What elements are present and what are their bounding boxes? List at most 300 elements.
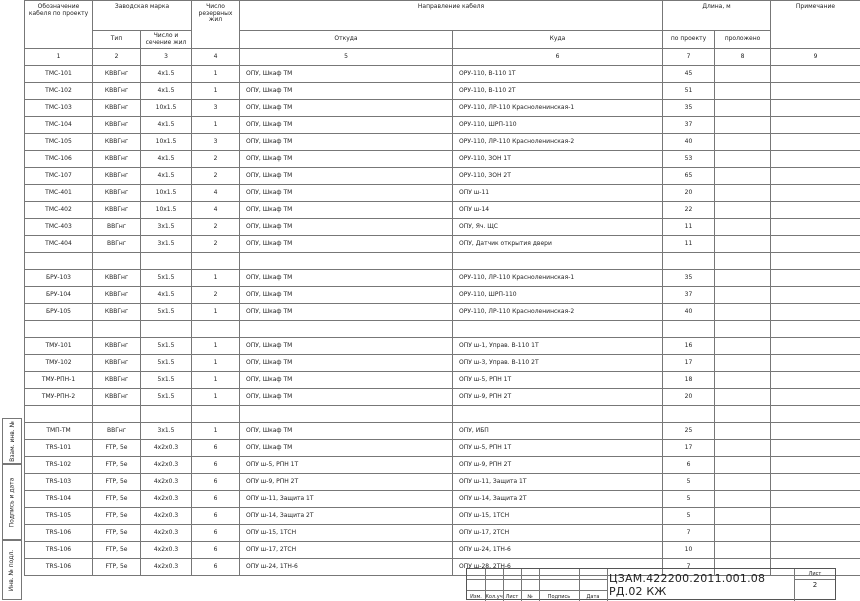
cable-type: FTP, 5e [93, 508, 141, 525]
route-from: ОПУ, Шкаф ТМ [240, 100, 453, 117]
cable-designation: TRS-105 [25, 508, 93, 525]
route-from: ОПУ ш-9, РПН 2Т [240, 474, 453, 491]
length-project: 17 [663, 440, 715, 457]
reserve-cores: 6 [192, 440, 240, 457]
length-laid [715, 406, 771, 423]
cable-type: FTP, 5e [93, 474, 141, 491]
sheet-box [794, 569, 835, 601]
route-to: ОРУ-110, ЗОН 2Т [453, 168, 663, 185]
table-row [25, 525, 860, 542]
cable-designation: ТМС-104 [25, 117, 93, 134]
table-row [25, 168, 860, 185]
length-project: 35 [663, 100, 715, 117]
cable-section: 5х1.5 [141, 355, 192, 372]
length-laid [715, 389, 771, 406]
length-project: 7 [663, 559, 715, 576]
route-to: ОПУ ш-9, РПН 2Т [453, 457, 663, 474]
route-from: ОПУ, Шкаф ТМ [240, 287, 453, 304]
cable-type: КВВГнг [93, 389, 141, 406]
length-laid [715, 202, 771, 219]
route-to: ОПУ ш-28, 2ТН-6 [453, 559, 663, 576]
cable-type: КВВГнг [93, 134, 141, 151]
rev-col [539, 569, 580, 601]
route-to: ОРУ-110, ШРП-110 [453, 287, 663, 304]
cable-type [93, 321, 141, 338]
reserve-cores: 1 [192, 355, 240, 372]
length-project [663, 406, 715, 423]
route-to: ОПУ ш-5, РПН 1Т [453, 372, 663, 389]
cable-designation [25, 406, 93, 423]
length-project [663, 321, 715, 338]
length-project: 20 [663, 185, 715, 202]
cable-designation: ТМС-102 [25, 83, 93, 100]
table-row [25, 321, 860, 338]
strip-cell-signature-date [2, 464, 22, 540]
table-row [25, 474, 860, 491]
length-project: 51 [663, 83, 715, 100]
length-laid [715, 151, 771, 168]
route-from: ОПУ ш-14, Защита 2Т [240, 508, 453, 525]
route-from: ОПУ, Шкаф ТМ [240, 168, 453, 185]
cable-section: 5х1.5 [141, 304, 192, 321]
cable-type: ВВГнг [93, 236, 141, 253]
length-project: 7 [663, 525, 715, 542]
route-to: ОПУ ш-24, 1ТН-6 [453, 542, 663, 559]
reserve-cores: 6 [192, 474, 240, 491]
reserve-cores: 2 [192, 219, 240, 236]
length-laid [715, 287, 771, 304]
note-cell [771, 440, 860, 457]
length-laid [715, 457, 771, 474]
length-laid [715, 440, 771, 457]
length-laid [715, 270, 771, 287]
route-from: ОПУ ш-5, РПН 1Т [240, 457, 453, 474]
note-cell [771, 389, 860, 406]
note-cell [771, 66, 860, 83]
length-project [663, 253, 715, 270]
cable-section [141, 253, 192, 270]
length-project: 40 [663, 304, 715, 321]
cable-type: КВВГнг [93, 372, 141, 389]
cable-designation: БРУ-105 [25, 304, 93, 321]
route-from: ОПУ, Шкаф ТМ [240, 219, 453, 236]
cable-designation: TRS-104 [25, 491, 93, 508]
header-type: Тип [93, 31, 141, 49]
length-project: 5 [663, 474, 715, 491]
table-row [25, 100, 860, 117]
cable-designation: ТМС-107 [25, 168, 93, 185]
note-cell [771, 338, 860, 355]
strip-label: Подпись и дата [9, 477, 16, 527]
left-binding-strip [0, 418, 24, 600]
cable-section: 5х1.5 [141, 270, 192, 287]
col-number: 7 [663, 49, 715, 66]
rev-col [467, 569, 486, 601]
note-cell [771, 270, 860, 287]
cable-section: 10х1.5 [141, 185, 192, 202]
route-from: ОПУ, Шкаф ТМ [240, 440, 453, 457]
cable-type: FTP, 5e [93, 491, 141, 508]
cable-designation: ТМУ-РПН-2 [25, 389, 93, 406]
header-length: Длина, м [663, 1, 771, 31]
reserve-cores: 2 [192, 151, 240, 168]
table-row [25, 236, 860, 253]
cable-designation: TRS-106 [25, 525, 93, 542]
cable-designation: TRS-101 [25, 440, 93, 457]
route-from: ОПУ, Шкаф ТМ [240, 236, 453, 253]
note-cell [771, 372, 860, 389]
length-project: 65 [663, 168, 715, 185]
rev-col-label: Лист [503, 594, 521, 600]
column-number-row [25, 49, 860, 66]
cable-section: 10х1.5 [141, 134, 192, 151]
route-from: ОПУ, Шкаф ТМ [240, 134, 453, 151]
header-by-project: по проекту [663, 31, 715, 49]
cable-section: 3х1.5 [141, 423, 192, 440]
length-laid [715, 525, 771, 542]
length-laid [715, 168, 771, 185]
cable-section [141, 406, 192, 423]
reserve-cores: 1 [192, 338, 240, 355]
route-to: ОПУ ш-5, РПН 1Т [453, 440, 663, 457]
col-number: 2 [93, 49, 141, 66]
reserve-cores: 6 [192, 542, 240, 559]
route-from: ОПУ, Шкаф ТМ [240, 270, 453, 287]
route-to: ОПУ, Датчик открытия двери [453, 236, 663, 253]
header-designation: Обозначение кабеля по проекту [25, 1, 93, 49]
sheet-number: 2 [795, 581, 835, 589]
cable-section: 4х1.5 [141, 287, 192, 304]
note-cell [771, 542, 860, 559]
header-row-2 [25, 31, 860, 49]
note-cell [771, 355, 860, 372]
length-project: 5 [663, 508, 715, 525]
cable-section: 3х1.5 [141, 219, 192, 236]
cable-section: 5х1.5 [141, 338, 192, 355]
note-cell [771, 423, 860, 440]
header-count-section: Число и сечение жил [141, 31, 192, 49]
cable-type: КВВГнг [93, 338, 141, 355]
cable-type: КВВГнг [93, 66, 141, 83]
route-from: ОПУ, Шкаф ТМ [240, 355, 453, 372]
route-from: ОПУ, Шкаф ТМ [240, 151, 453, 168]
col-number: 3 [141, 49, 192, 66]
cable-type: КВВГнг [93, 270, 141, 287]
col-number: 5 [240, 49, 453, 66]
route-from: ОПУ ш-24, 1ТН-6 [240, 559, 453, 576]
note-cell [771, 508, 860, 525]
length-laid [715, 134, 771, 151]
note-cell [771, 321, 860, 338]
cable-designation: ТМП-ТМ [25, 423, 93, 440]
document-sheet [24, 0, 860, 600]
length-laid [715, 474, 771, 491]
length-laid [715, 100, 771, 117]
length-project: 45 [663, 66, 715, 83]
cable-type: КВВГнг [93, 117, 141, 134]
header-note: Примечание [771, 1, 860, 49]
note-cell [771, 100, 860, 117]
note-cell [771, 202, 860, 219]
length-laid [715, 236, 771, 253]
route-to: ОПУ ш-11, Защита 1Т [453, 474, 663, 491]
table-row [25, 508, 860, 525]
length-project: 22 [663, 202, 715, 219]
cable-designation: ТМС-105 [25, 134, 93, 151]
table-row [25, 338, 860, 355]
cable-type: FTP, 5e [93, 559, 141, 576]
title-block [466, 568, 836, 600]
cable-designation: ТМУ-102 [25, 355, 93, 372]
cable-designation: TRS-106 [25, 559, 93, 576]
cable-type: КВВГнг [93, 202, 141, 219]
reserve-cores: 2 [192, 287, 240, 304]
route-to: ОРУ-110, ЛР-110 Красноленинская-1 [453, 100, 663, 117]
cable-designation: ТМС-101 [25, 66, 93, 83]
cable-type [93, 406, 141, 423]
note-cell [771, 287, 860, 304]
length-project: 25 [663, 423, 715, 440]
cable-type: FTP, 5e [93, 440, 141, 457]
note-cell [771, 83, 860, 100]
route-to: ОРУ-110, В-110 1Т [453, 66, 663, 83]
table-row [25, 406, 860, 423]
cable-type: КВВГнг [93, 185, 141, 202]
col-number: 9 [771, 49, 860, 66]
table-row [25, 372, 860, 389]
reserve-cores: 4 [192, 202, 240, 219]
route-from: ОПУ, Шкаф ТМ [240, 338, 453, 355]
cable-designation: ТМС-404 [25, 236, 93, 253]
cable-section: 10х1.5 [141, 100, 192, 117]
cable-section: 5х1.5 [141, 372, 192, 389]
cable-section: 4х2х0.3 [141, 491, 192, 508]
cable-section: 10х1.5 [141, 202, 192, 219]
route-from [240, 321, 453, 338]
table-row [25, 219, 860, 236]
table-row [25, 287, 860, 304]
strip-label: Взам. инв. № [9, 421, 16, 462]
cable-designation [25, 321, 93, 338]
route-to: ОРУ-110, ЗОН 1Т [453, 151, 663, 168]
route-to: ОПУ ш-3, Управ. В-110 2Т [453, 355, 663, 372]
header-factory-mark: Заводская марка [93, 1, 192, 31]
length-project: 53 [663, 151, 715, 168]
reserve-cores [192, 253, 240, 270]
table-row [25, 134, 860, 151]
length-project: 10 [663, 542, 715, 559]
cable-section: 4х2х0.3 [141, 525, 192, 542]
rev-col-label: № [521, 594, 539, 600]
length-laid [715, 491, 771, 508]
rev-col-label: Изм. [467, 594, 485, 600]
note-cell [771, 236, 860, 253]
note-cell [771, 134, 860, 151]
table-row [25, 304, 860, 321]
note-cell [771, 406, 860, 423]
cable-designation: БРУ-103 [25, 270, 93, 287]
cable-designation: ТМС-402 [25, 202, 93, 219]
reserve-cores: 2 [192, 236, 240, 253]
cable-type: FTP, 5e [93, 525, 141, 542]
note-cell [771, 219, 860, 236]
route-from: ОПУ, Шкаф ТМ [240, 372, 453, 389]
route-to [453, 253, 663, 270]
cable-type [93, 253, 141, 270]
route-to: ОРУ-110, ШРП-110 [453, 117, 663, 134]
cable-section: 4х2х0.3 [141, 457, 192, 474]
cable-section: 4х2х0.3 [141, 542, 192, 559]
route-to: ОРУ-110, ЛР-110 Красноленинская-2 [453, 134, 663, 151]
rev-col [503, 569, 522, 601]
route-from [240, 406, 453, 423]
cable-type: КВВГнг [93, 287, 141, 304]
length-laid [715, 304, 771, 321]
table-row [25, 355, 860, 372]
cable-journal-table [24, 0, 860, 576]
route-from: ОПУ, Шкаф ТМ [240, 185, 453, 202]
rev-col [485, 569, 504, 601]
length-laid [715, 338, 771, 355]
note-cell [771, 168, 860, 185]
reserve-cores: 1 [192, 304, 240, 321]
col-number: 6 [453, 49, 663, 66]
strip-cell-replaced-inv [2, 418, 22, 464]
header-from: Откуда [240, 31, 453, 49]
note-cell [771, 474, 860, 491]
header-row-1 [25, 1, 860, 31]
length-laid [715, 117, 771, 134]
route-to: ОРУ-110, ЛР-110 Красноленинская-2 [453, 304, 663, 321]
table-row [25, 253, 860, 270]
note-cell [771, 151, 860, 168]
cable-type: КВВГнг [93, 151, 141, 168]
note-cell [771, 491, 860, 508]
header-to: Куда [453, 31, 663, 49]
table-row [25, 440, 860, 457]
cable-type: FTP, 5e [93, 542, 141, 559]
route-to: ОПУ ш-1, Управ. В-110 1Т [453, 338, 663, 355]
cable-designation: ТМУ-101 [25, 338, 93, 355]
cable-section: 4х1.5 [141, 83, 192, 100]
cable-section: 4х2х0.3 [141, 508, 192, 525]
route-to: ОПУ ш-14, Защита 2Т [453, 491, 663, 508]
cable-designation: ТМС-106 [25, 151, 93, 168]
cable-section: 4х1.5 [141, 151, 192, 168]
reserve-cores [192, 321, 240, 338]
rev-col [521, 569, 540, 601]
length-laid [715, 355, 771, 372]
header-reserve: Число резервных жил [192, 1, 240, 49]
reserve-cores: 1 [192, 83, 240, 100]
reserve-cores: 6 [192, 457, 240, 474]
table-row [25, 83, 860, 100]
table-row [25, 202, 860, 219]
route-from: ОПУ, Шкаф ТМ [240, 66, 453, 83]
table-row [25, 423, 860, 440]
length-project: 37 [663, 287, 715, 304]
reserve-cores [192, 406, 240, 423]
length-project: 5 [663, 491, 715, 508]
length-laid [715, 185, 771, 202]
cable-designation: БРУ-104 [25, 287, 93, 304]
cable-type: КВВГнг [93, 168, 141, 185]
table-row [25, 185, 860, 202]
length-project: 17 [663, 355, 715, 372]
cable-section: 4х1.5 [141, 66, 192, 83]
cable-designation: ТМС-403 [25, 219, 93, 236]
table-row [25, 389, 860, 406]
table-row [25, 491, 860, 508]
route-from: ОПУ ш-17, 2ТСН [240, 542, 453, 559]
reserve-cores: 3 [192, 134, 240, 151]
cable-type: КВВГнг [93, 100, 141, 117]
rev-col-label: Дата [579, 594, 607, 600]
cable-designation: ТМУ-РПН-1 [25, 372, 93, 389]
length-project: 18 [663, 372, 715, 389]
route-to: ОПУ ш-14 [453, 202, 663, 219]
route-from: ОПУ ш-15, 1ТСН [240, 525, 453, 542]
cable-type: КВВГнг [93, 304, 141, 321]
route-from: ОПУ, Шкаф ТМ [240, 389, 453, 406]
route-to: ОПУ, Яч. ЩС [453, 219, 663, 236]
route-to: ОРУ-110, В-110 2Т [453, 83, 663, 100]
table-row [25, 151, 860, 168]
route-from: ОПУ, Шкаф ТМ [240, 117, 453, 134]
route-to: ОПУ, ИБП [453, 423, 663, 440]
reserve-cores: 1 [192, 389, 240, 406]
length-project: 40 [663, 134, 715, 151]
cable-section: 4х1.5 [141, 168, 192, 185]
cable-type: КВВГнг [93, 355, 141, 372]
note-cell [771, 185, 860, 202]
reserve-cores: 1 [192, 270, 240, 287]
route-from: ОПУ, Шкаф ТМ [240, 83, 453, 100]
reserve-cores: 2 [192, 168, 240, 185]
route-to: ОПУ ш-9, РПН 2Т [453, 389, 663, 406]
cable-section: 3х1.5 [141, 236, 192, 253]
cable-section [141, 321, 192, 338]
note-cell [771, 457, 860, 474]
cable-type: ВВГнг [93, 423, 141, 440]
col-number: 8 [715, 49, 771, 66]
sheet-label: Лист [795, 569, 835, 580]
table-row [25, 270, 860, 287]
route-from: ОПУ, Шкаф ТМ [240, 202, 453, 219]
reserve-cores: 6 [192, 508, 240, 525]
route-from: ОПУ, Шкаф ТМ [240, 423, 453, 440]
rev-col-label: Подпись [539, 594, 579, 600]
cable-designation: TRS-102 [25, 457, 93, 474]
cable-designation [25, 253, 93, 270]
length-laid [715, 542, 771, 559]
route-from: ОПУ ш-11, Защита 1Т [240, 491, 453, 508]
cable-designation: TRS-106 [25, 542, 93, 559]
document-code: ЦЗАМ.422200.2011.001.08 РД.02 КЖ [609, 569, 794, 601]
length-project: 6 [663, 457, 715, 474]
route-from: ОПУ, Шкаф ТМ [240, 304, 453, 321]
table-row [25, 542, 860, 559]
note-cell [771, 304, 860, 321]
header-direction: Направление кабеля [240, 1, 663, 31]
rev-col-label: Кол.уч [485, 594, 503, 600]
length-laid [715, 508, 771, 525]
length-project: 37 [663, 117, 715, 134]
rev-col [579, 569, 608, 601]
cable-type: FTP, 5e [93, 457, 141, 474]
table-row [25, 457, 860, 474]
length-laid [715, 219, 771, 236]
